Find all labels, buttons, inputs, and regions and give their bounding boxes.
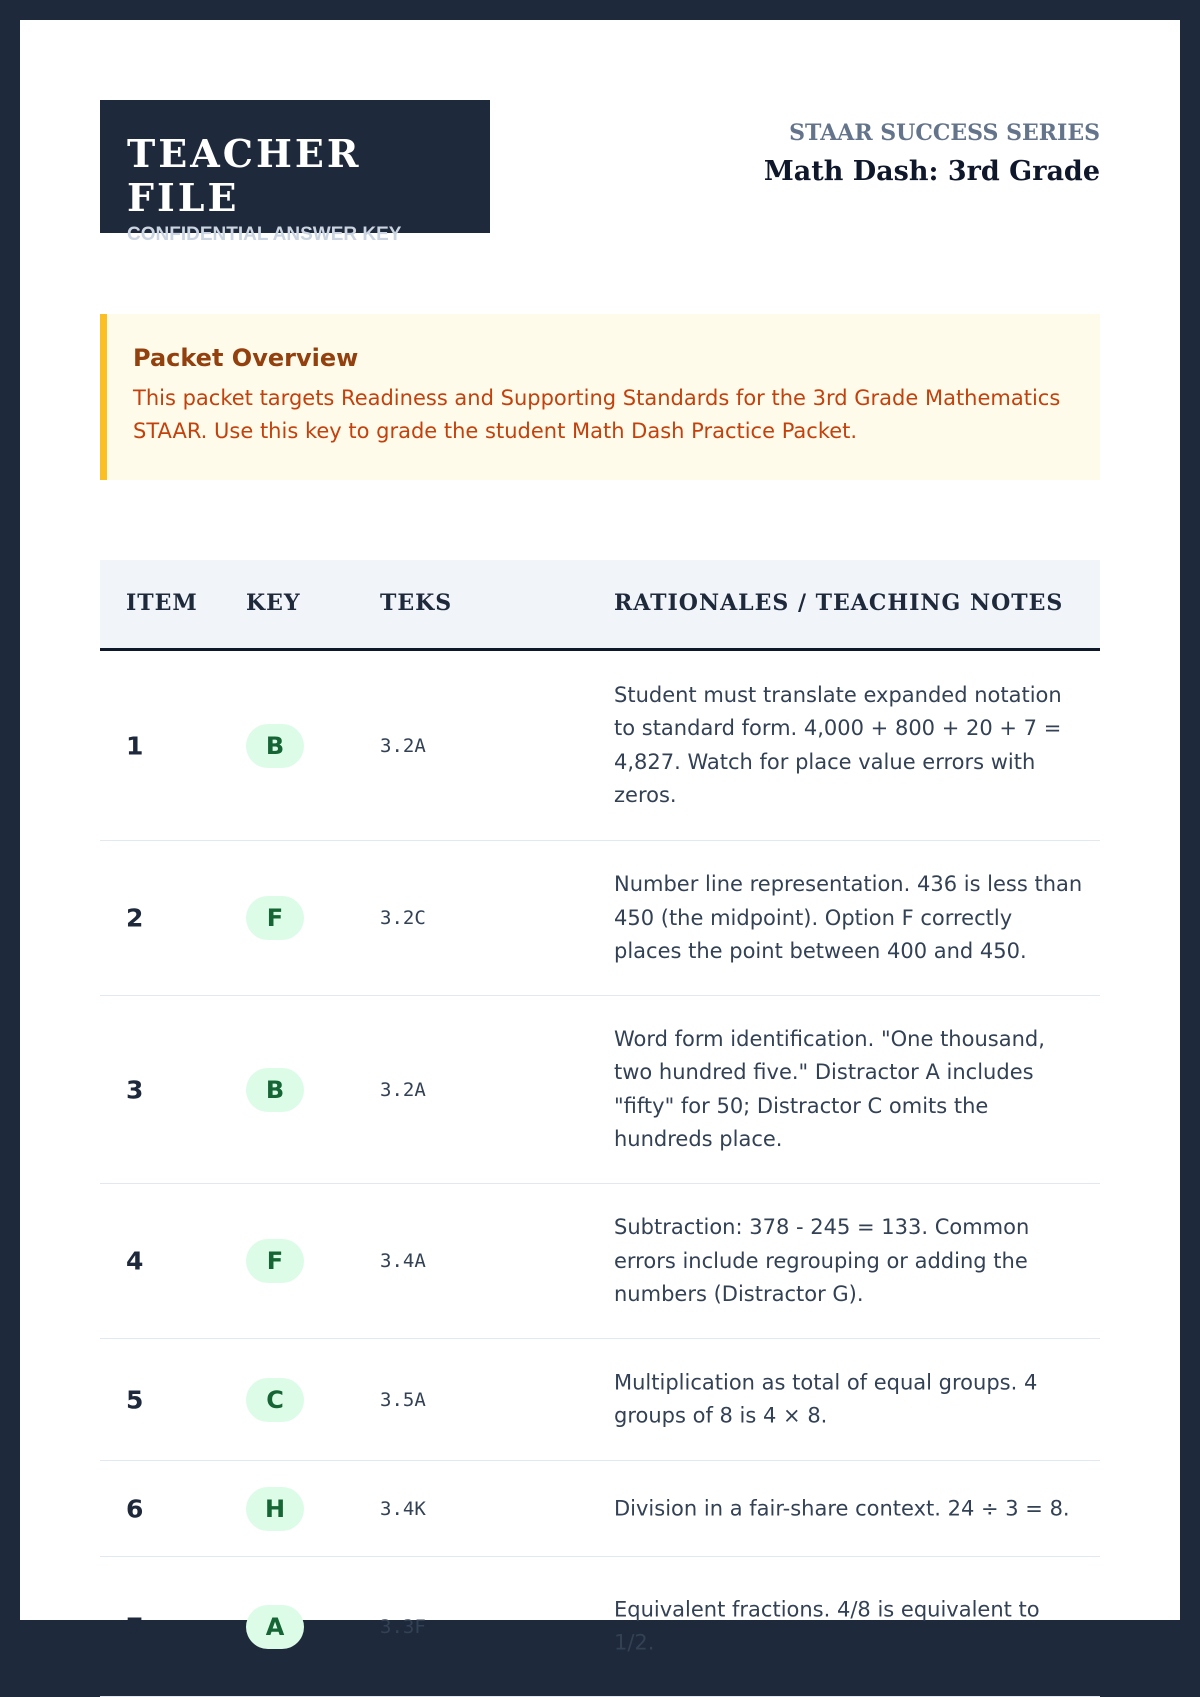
teks-code: 3.2C	[380, 907, 426, 929]
table-row	[100, 1339, 1100, 1461]
teks-code: 3.2A	[380, 734, 426, 757]
answer-key-pill: F	[246, 1239, 304, 1283]
table-row	[100, 841, 1100, 996]
rationale-note: Number line representation. 436 is less than 450 (the midpoint). Option F correctly places the point between 400 and 450.	[614, 871, 1083, 963]
item-number: 6	[126, 1494, 144, 1523]
rationale-note: Word form identification. "One thousand, two hundred five." Distractor A includes "fifty" for 50; Distractor C omits the hundreds place.	[614, 1026, 1045, 1151]
header-key: KEY	[246, 590, 301, 616]
answer-key-pill: A	[246, 1605, 304, 1649]
table-row	[100, 1557, 1100, 1697]
item-number: 7	[126, 1612, 144, 1641]
table-header	[100, 560, 1100, 651]
teks-code: 3.4K	[380, 1497, 426, 1520]
answer-key-table	[100, 560, 1100, 1697]
series-title: Math Dash: 3rd Grade	[763, 156, 1100, 187]
rationale-note: Multiplication as total of equal groups. 4 groups of 8 is 4 × 8.	[614, 1370, 1038, 1428]
answer-key-pill: C	[246, 1378, 304, 1422]
rationale-note: Subtraction: 378 - 245 = 133. Common errors include regrouping or adding the numbers (Distractor G).	[614, 1214, 1030, 1306]
overview-text: This packet targets Readiness and Supporting Standards for the 3rd Grade Mathematics STAAR. Use this key to grade the student Math Dash Practice Packet.	[133, 386, 1061, 443]
table-row	[100, 996, 1100, 1184]
answer-key-pill: H	[246, 1487, 304, 1531]
answer-key-pill: B	[246, 724, 304, 768]
table-row	[100, 1461, 1100, 1557]
series-label: STAAR SUCCESS SERIES	[789, 120, 1100, 146]
badge-title: TEACHER FILE	[127, 131, 362, 220]
rationale-note: Equivalent fractions. 4/8 is equivalent to 1/2.	[614, 1597, 1040, 1655]
series-heading	[764, 120, 1100, 187]
overview-title: Packet Overview	[133, 344, 359, 372]
item-number: 2	[126, 903, 144, 933]
teks-code: 3.4A	[380, 1250, 426, 1272]
item-number: 3	[126, 1075, 144, 1104]
teks-code: 3.5A	[380, 1388, 426, 1411]
badge-subtitle: CONFIDENTIAL ANSWER KEY	[127, 224, 402, 245]
item-number: 4	[126, 1246, 144, 1276]
table-row	[100, 651, 1100, 841]
packet-overview-callout	[100, 314, 1100, 480]
answer-key-pill: B	[246, 1068, 304, 1112]
header-notes: RATIONALES / TEACHING NOTES	[614, 590, 1064, 616]
teks-code: 3.3F	[380, 1615, 426, 1638]
table-row	[100, 1184, 1100, 1339]
item-number: 5	[126, 1385, 144, 1414]
rationale-note: Division in a fair-share context. 24 ÷ 3 = 8.	[614, 1495, 1070, 1520]
answer-key-pill: F	[246, 896, 304, 940]
header-teks: TEKS	[380, 590, 453, 616]
header-item: ITEM	[126, 590, 198, 616]
item-number: 1	[126, 731, 144, 760]
rationale-note: Student must translate expanded notation to standard form. 4,000 + 800 + 20 + 7 = 4,827. Watch for place value errors with zeros.	[614, 682, 1062, 807]
teacher-file-badge	[100, 100, 490, 245]
answer-key-page	[20, 20, 1180, 1655]
teks-code: 3.2A	[380, 1078, 426, 1101]
